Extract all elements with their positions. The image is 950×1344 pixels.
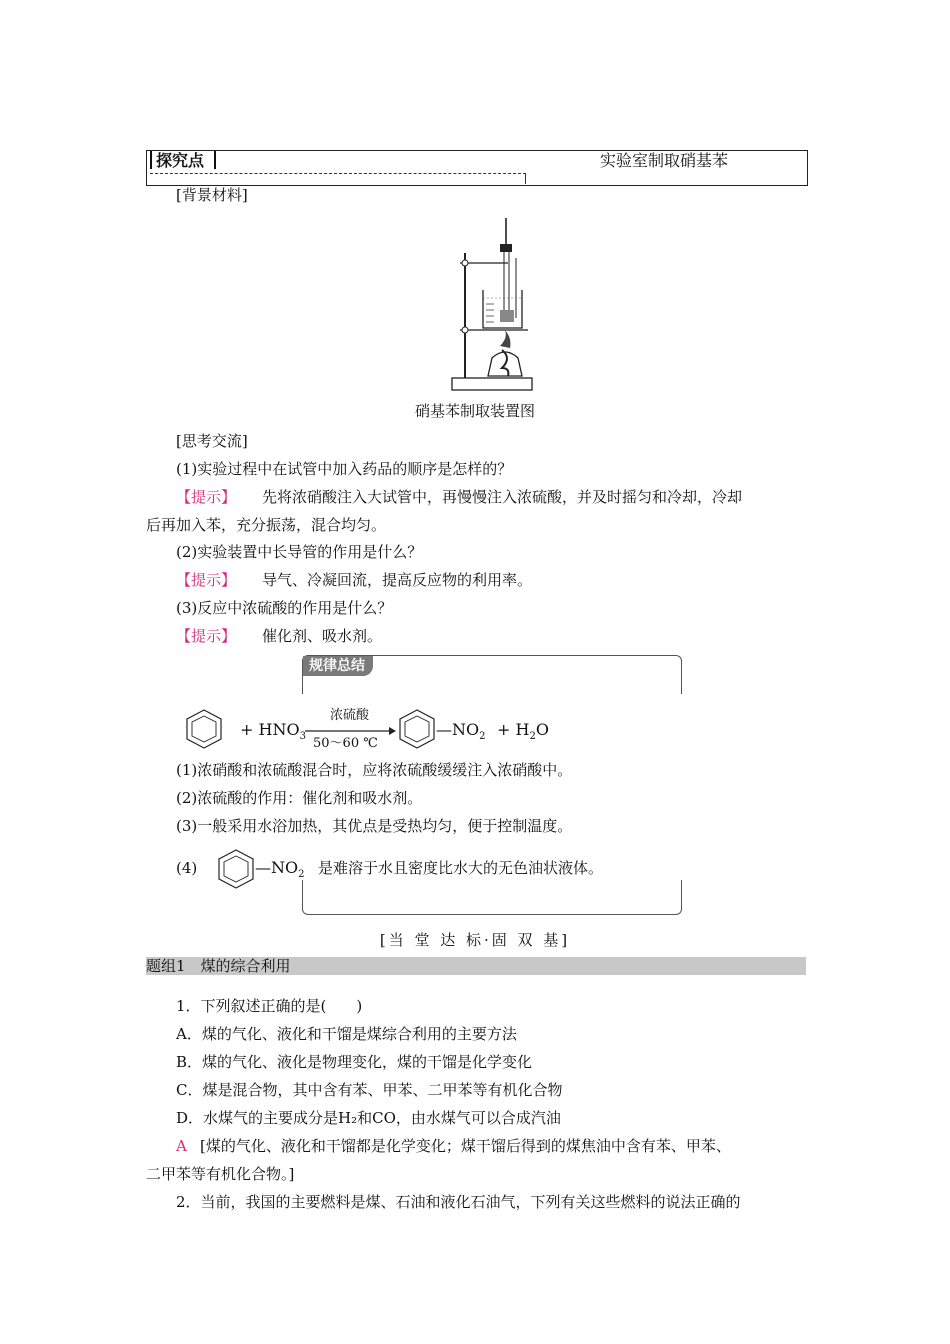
nitrobenzene-apparatus-figure (450, 218, 535, 394)
header-tag-right-bar (214, 151, 216, 169)
rule-3: (3)一般采用水浴加热，其优点是受热均匀，便于控制温度。 (176, 817, 573, 835)
rule-2: (2)浓硫酸的作用：催化剂和吸水剂。 (176, 789, 423, 807)
header-dashed-rule-end (525, 173, 526, 184)
discussion-label: [思考交流] (176, 432, 248, 450)
question-3: (3)反应中浓硫酸的作用是什么？ (176, 599, 393, 617)
rule-4-text: 是难溶于水且密度比水大的无色油状液体。 (318, 859, 604, 877)
explanation-line-2: 二甲苯等有机化合物。] (146, 1165, 295, 1183)
header-dashed-rule (150, 173, 526, 174)
rule-1: (1)浓硝酸和浓硫酸混合时，应将浓硫酸缓缓注入浓硝酸中。 (176, 761, 573, 779)
section-title: [当 堂 达 标·固 双 基] (379, 931, 571, 949)
benzene-ring-icon (184, 708, 224, 750)
hint-label-3: 【提示】 (176, 627, 237, 645)
hint-label-1: 【提示】 (176, 488, 237, 506)
rule-4-no2: $—NO_2$ (255, 858, 305, 881)
header-tag: 探究点 (156, 151, 205, 170)
rule-4-prefix: (4) (176, 859, 198, 877)
answer-letter: A (176, 1137, 187, 1155)
answer-1-line-1: 先将浓硝酸注入大试管中，再慢慢注入浓硫酸，并及时摇匀和冷却，冷却 (262, 488, 743, 506)
answer-3: 催化剂、吸水剂。 (262, 627, 383, 645)
question-1: (1)实验过程中在试管中加入药品的顺序是怎样的？ (176, 460, 513, 478)
nitrobenzene-ring-icon (397, 708, 437, 750)
eq-hno3: + $HNO_3$ (240, 720, 306, 743)
eq-water: + $H_2O$ (497, 720, 549, 743)
option-b: B．煤的气化、液化是物理变化，煤的干馏是化学变化 (176, 1053, 533, 1071)
eq-condition-bottom: 50～60 ℃ (313, 736, 378, 751)
question-2-stem: 2．当前，我国的主要燃料是煤、石油和液化石油气，下列有关这些燃料的说法正确的 (176, 1193, 741, 1211)
hint-label-2: 【提示】 (176, 571, 237, 589)
rule-box-bottom (302, 880, 682, 915)
figure-caption: 硝基苯制取装置图 (414, 402, 535, 420)
rule-summary-label: 规律总结 (303, 656, 373, 676)
header-tag-left-bar (150, 151, 152, 169)
option-c: C．煤是混合物，其中含有苯、甲苯、二甲苯等有机化合物 (176, 1081, 563, 1099)
answer-2: 导气、冷凝回流，提高反应物的利用率。 (262, 571, 533, 589)
question-1-stem: 1．下列叙述正确的是( ) (176, 997, 363, 1015)
header-title: 实验室制取硝基苯 (600, 151, 729, 170)
group-title: 题组1 煤的综合利用 (146, 957, 291, 975)
question-2: (2)实验装置中长导管的作用是什么？ (176, 543, 423, 561)
eq-no2: $—NO_2$ (436, 720, 486, 743)
option-a: A．煤的气化、液化和干馏是煤综合利用的主要方法 (176, 1025, 517, 1043)
option-d: D．水煤气的主要成分是H₂和CO，由水煤气可以合成汽油 (176, 1109, 561, 1127)
nitrobenzene-ring-icon-2 (216, 848, 256, 890)
answer-1-line-2: 后再加入苯，充分振荡，混合均匀。 (146, 516, 387, 534)
background-label: [背景材料] (176, 186, 248, 204)
explanation-line-1: [煤的气化、液化和干馏都是化学变化；煤干馏后得到的煤焦油中含有苯、甲苯、 (200, 1137, 731, 1155)
eq-condition-top: 浓硫酸 (330, 708, 370, 723)
